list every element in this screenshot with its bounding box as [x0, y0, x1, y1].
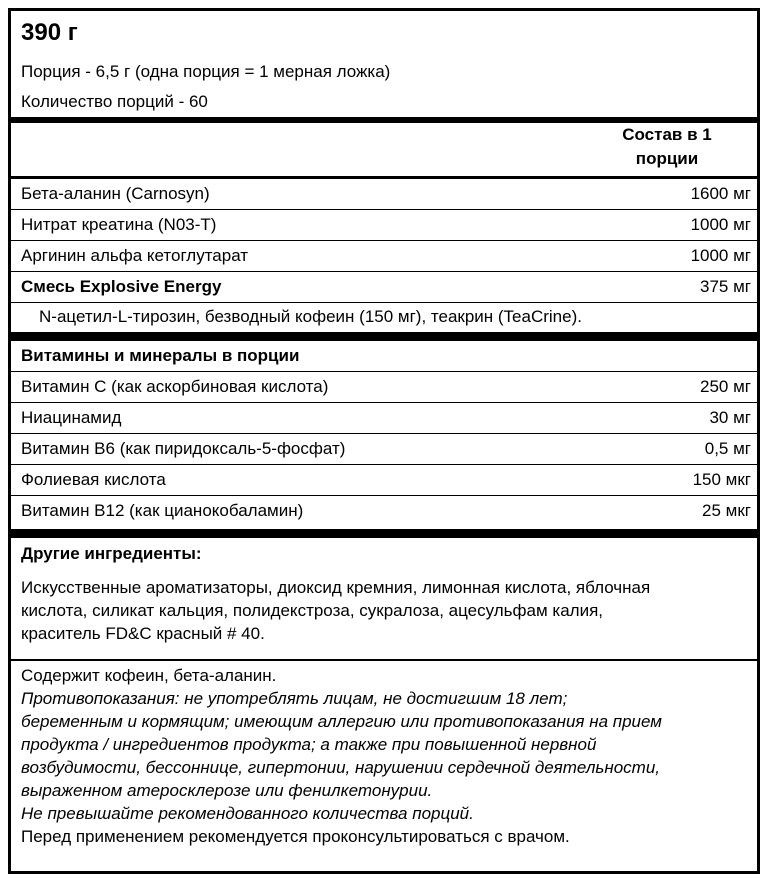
consult-note: Перед применением рекомендуется проконсультироваться с врачом.: [21, 827, 570, 846]
thick-divider: [11, 529, 757, 538]
other-ingredients-line: Искусственные ароматизаторы, диоксид кремния, лимонная кислота, яблочная: [21, 578, 651, 597]
warnings-block: [21, 664, 751, 848]
blend-name: Смесь Explosive Energy: [21, 277, 222, 296]
ingredient-name: Нитрат креатина (N03-T): [21, 215, 217, 234]
contraindications-line: беременным и кормящим; имеющим аллергию или противопоказания на прием: [21, 712, 662, 731]
vitamin-amount: 150 мкг: [692, 470, 751, 489]
contraindications-line: Противопоказания: не употреблять лицам, не достигшим 18 лет;: [21, 689, 568, 708]
vitamin-amount: 0,5 мг: [704, 439, 751, 458]
vitamin-amount: 30 мг: [709, 408, 751, 427]
dosage-warning: Не превышайте рекомендованного количества порций.: [21, 804, 474, 823]
amount-header-line2: порции: [635, 149, 699, 168]
vitamin-name: Витамин С (как аскорбиновая кислота): [21, 377, 329, 396]
contraindications-line: выраженном атеросклерозе или фенилкетонурии.: [21, 781, 433, 800]
table-row: [11, 403, 757, 434]
other-ingredients-line: кислота, силикат кальция, полидекстроза, сукралоза, ацесульфам калия,: [21, 601, 604, 620]
contraindications-line: возбудимости, бессоннице, гипертонии, нарушении сердечной деятельности,: [21, 758, 660, 777]
table-row: [11, 241, 757, 272]
other-ingredients-text: [21, 576, 751, 645]
blend-amount: 375 мг: [700, 277, 751, 296]
vitamin-name: Ниацинамид: [21, 408, 122, 427]
table-row: [11, 210, 757, 241]
section-divider: [11, 659, 757, 661]
ingredient-name: Бета-аланин (Carnosyn): [21, 184, 210, 203]
ingredient-amount: 1000 мг: [690, 215, 751, 234]
ingredient-amount: 1000 мг: [690, 246, 751, 265]
amount-header-line1: Состав в 1: [622, 125, 712, 144]
vitamin-amount: 250 мг: [700, 377, 751, 396]
other-ingredients-line: краситель FD&C красный # 40.: [21, 624, 265, 643]
table-row: [11, 434, 757, 465]
blend-ingredients: N-ацетил-L-тирозин, безводный кофеин (150 мг), теакрин (TeaCrine).: [39, 307, 582, 326]
vitamin-name: Витамин В12 (как цианокобаламин): [21, 501, 304, 520]
other-ingredients-title: Другие ингредиенты:: [21, 544, 202, 563]
supplement-facts-panel: [8, 8, 760, 874]
contraindications-line: продукта / ингредиентов продукта; а также при повышенной нервной: [21, 735, 597, 754]
vitamin-name: Витамин В6 (как пиридоксаль-5-фосфат): [21, 439, 346, 458]
table-row-blend: [11, 272, 757, 303]
table-row: [11, 372, 757, 403]
vitamin-amount: 25 мкг: [702, 501, 751, 520]
thick-divider: [11, 332, 757, 341]
row-divider: [11, 302, 757, 303]
table-row: [11, 179, 757, 210]
table-row: [11, 465, 757, 496]
servings-per-container: Количество порций - 60: [21, 92, 208, 111]
contains-note: Содержит кофеин, бета-аланин.: [21, 666, 277, 685]
serving-size: Порция - 6,5 г (одна порция = 1 мерная ложка): [21, 62, 391, 81]
table-row: [11, 496, 757, 527]
ingredient-name: Аргинин альфа кетоглутарат: [21, 246, 249, 265]
amount-column-header: [607, 123, 727, 171]
net-weight: 390 г: [21, 19, 78, 46]
ingredient-amount: 1600 мг: [690, 184, 751, 203]
vitamins-title: Витамины и минералы в порции: [21, 346, 300, 365]
vitamin-name: Фолиевая кислота: [21, 470, 166, 489]
